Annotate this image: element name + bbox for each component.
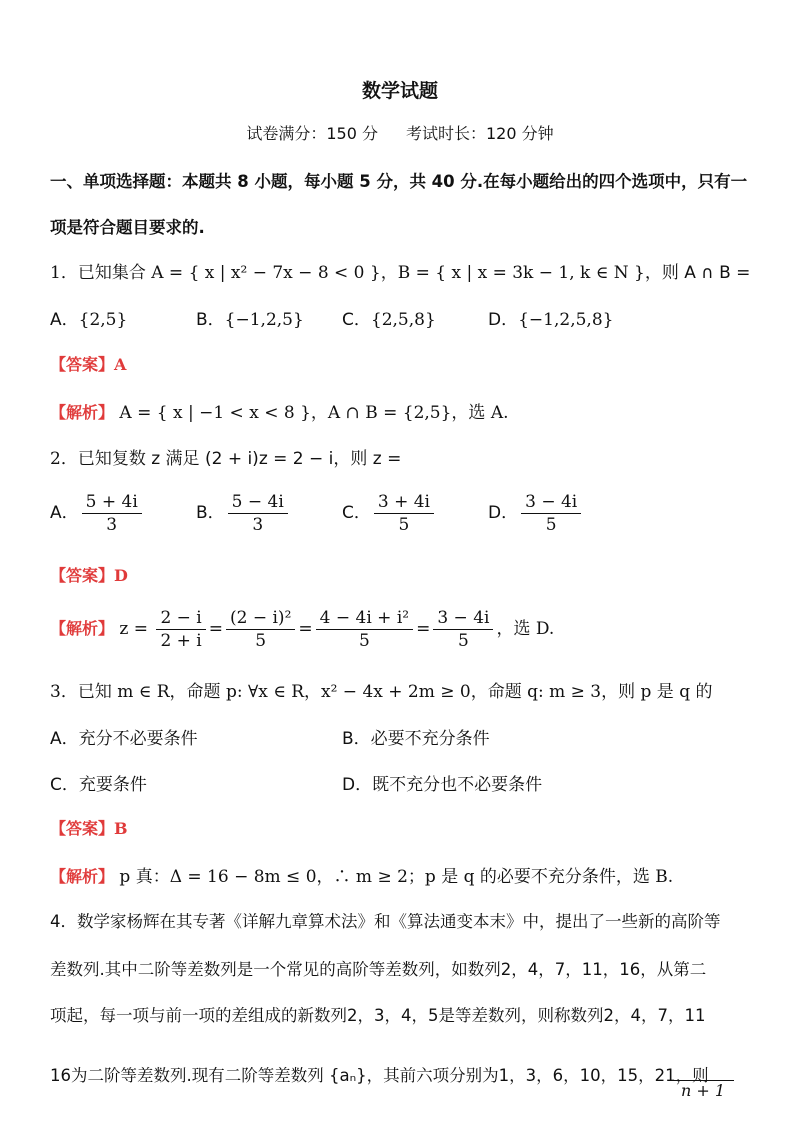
option-fraction: $\frac{5 + 4i}{3}$ bbox=[82, 492, 142, 535]
option-value: 必要不充分条件 bbox=[370, 729, 490, 749]
question-3 bbox=[50, 677, 713, 702]
solution-text: p 真：Δ = 16 − 8m ≤ 0，∴ m ≥ 2；p 是 q 的必要不充分条件，选 B. bbox=[119, 867, 674, 887]
solution-fraction-1: $\frac{2 - i}{2 + i}$ bbox=[156, 608, 205, 651]
answer-value: B bbox=[114, 819, 128, 838]
option-value: 既不充分也不必要条件 bbox=[372, 775, 543, 795]
question-tail: ，则 A ∩ B = bbox=[644, 263, 751, 283]
q1-option-a[interactable] bbox=[50, 305, 127, 330]
question-1 bbox=[50, 258, 750, 283]
separator: ， bbox=[380, 263, 398, 283]
option-label: C． bbox=[50, 775, 79, 795]
option-fraction: $\frac{5 - 4i}{3}$ bbox=[228, 492, 288, 535]
question-4-line-1: 4．数学家杨辉在其专著《详解九章算术法》和《算法通变本末》中，提出了一些新的高阶等 bbox=[50, 912, 721, 931]
option-label: B． bbox=[342, 729, 371, 749]
solution-fraction-3: $\frac{\text{4 − 4i + i²}}{5}$ bbox=[316, 608, 413, 651]
q3-option-a[interactable] bbox=[50, 724, 198, 749]
q1-answer bbox=[50, 352, 126, 375]
option-value: {−1,2,5,8} bbox=[518, 310, 614, 330]
q3-option-c[interactable] bbox=[50, 770, 147, 795]
solution-tag: 【解析】 bbox=[50, 867, 115, 886]
question-text: 已知 m ∈ R，命题 p: ∀x ∈ R，x² − 4x + 2m ≥ 0，命题 q: m ≥ 3，则 p 是 q 的 bbox=[77, 682, 713, 702]
q4-tail-fraction bbox=[672, 1080, 734, 1100]
option-fraction: $\frac{3 + 4i}{5}$ bbox=[374, 492, 434, 535]
option-label: D． bbox=[488, 310, 519, 330]
exam-meta bbox=[0, 121, 800, 144]
question-4-line-3: 项起，每一项与前一项的差组成的新数列2，3，4，5是等差数列，则称数列2，4，7，11 bbox=[50, 1006, 706, 1025]
option-value: {−1,2,5} bbox=[224, 310, 304, 330]
solution-tag: 【解析】 bbox=[50, 403, 115, 422]
solution-fraction-4: $\frac{3 - 4i}{5}$ bbox=[433, 608, 493, 651]
answer-tag: 【答案】 bbox=[50, 566, 115, 585]
answer-value: D bbox=[114, 566, 128, 585]
section-heading-line2: 项是符合题目要求的. bbox=[50, 218, 205, 237]
q3-option-b[interactable] bbox=[342, 724, 490, 749]
option-value: 充分不必要条件 bbox=[78, 729, 198, 749]
full-score: 试卷满分：150 分 bbox=[246, 124, 378, 143]
answer-tag: 【答案】 bbox=[50, 819, 115, 838]
question-4-line-2: 差数列.其中二阶等差数列是一个常见的高阶等差数列，如数列2，4，7，11，16，从第二 bbox=[50, 960, 707, 979]
q2-option-a[interactable] bbox=[50, 492, 145, 535]
answer-value: A bbox=[114, 355, 127, 374]
question-number: 2． bbox=[50, 449, 78, 469]
q1-option-c[interactable] bbox=[342, 305, 436, 330]
option-label: A． bbox=[50, 503, 79, 523]
question-2 bbox=[50, 444, 401, 469]
question-text: 已知集合 bbox=[77, 263, 146, 283]
option-label: C． bbox=[342, 503, 371, 523]
question-number: 1． bbox=[50, 263, 78, 283]
exam-duration: 考试时长：120 分钟 bbox=[406, 124, 554, 143]
option-value: {2,5,8} bbox=[370, 310, 436, 330]
solution-text: A = { x | −1 < x < 8 }，A ∩ B = {2,5}，选 A. bbox=[119, 403, 509, 423]
set-a: A = { x | x² − 7x − 8 < 0 } bbox=[151, 263, 381, 283]
q1-solution bbox=[50, 398, 509, 423]
q1-option-d[interactable] bbox=[488, 305, 613, 330]
q3-answer bbox=[50, 816, 128, 839]
q2-solution: 【解析】 z = $\frac{2 - i}{2 + i}$ = $\frac{\text{(2 − i)²}}{5}$ = $\frac{\text{4 − 4i + i²}}{5}$ = $\frac{3 - 4i}{5}$ ，选 D. bbox=[50, 608, 555, 651]
q2-option-d[interactable] bbox=[488, 492, 584, 535]
q3-option-d[interactable] bbox=[342, 770, 542, 795]
question-text: 已知复数 z 满足 (2 + i)z = 2 − i，则 z = bbox=[77, 449, 402, 469]
q2-answer bbox=[50, 563, 128, 586]
question-number: 3． bbox=[50, 682, 78, 702]
solution-tail: ，选 D. bbox=[496, 619, 555, 639]
option-value: 充要条件 bbox=[78, 775, 147, 795]
option-label: A． bbox=[50, 729, 79, 749]
option-label: D． bbox=[342, 775, 373, 795]
q2-option-c[interactable] bbox=[342, 492, 437, 535]
exam-title: 数学试题 bbox=[361, 80, 438, 102]
option-label: D． bbox=[488, 503, 519, 523]
q3-solution bbox=[50, 862, 673, 887]
option-fraction: $\frac{3 - 4i}{5}$ bbox=[521, 492, 581, 535]
solution-fraction-2: $\frac{\text{(2 − i)²}}{5}$ bbox=[226, 608, 295, 651]
option-label: C． bbox=[342, 310, 371, 330]
option-label: B． bbox=[196, 310, 225, 330]
set-b: B = { x | x = 3k − 1, k ∈ N } bbox=[397, 263, 645, 283]
solution-lhs: z = bbox=[119, 619, 149, 639]
q2-option-b[interactable] bbox=[196, 492, 291, 535]
question-4-line-4: 16为二阶等差数列.现有二阶等差数列 {aₙ}，其前六项分别为1，3，6，10，15，21，则 bbox=[50, 1066, 709, 1085]
option-label: B． bbox=[196, 503, 225, 523]
option-value: {2,5} bbox=[78, 310, 128, 330]
answer-tag: 【答案】 bbox=[50, 355, 115, 374]
option-label: A． bbox=[50, 310, 79, 330]
section-heading-line1: 一、单项选择题：本题共 8 小题，每小题 5 分，共 40 分.在每小题给出的四个选项中，只有一 bbox=[50, 172, 748, 191]
fraction-denominator: n + 1 bbox=[680, 1081, 726, 1100]
q1-option-b[interactable] bbox=[196, 305, 304, 330]
solution-tag: 【解析】 bbox=[50, 619, 115, 638]
